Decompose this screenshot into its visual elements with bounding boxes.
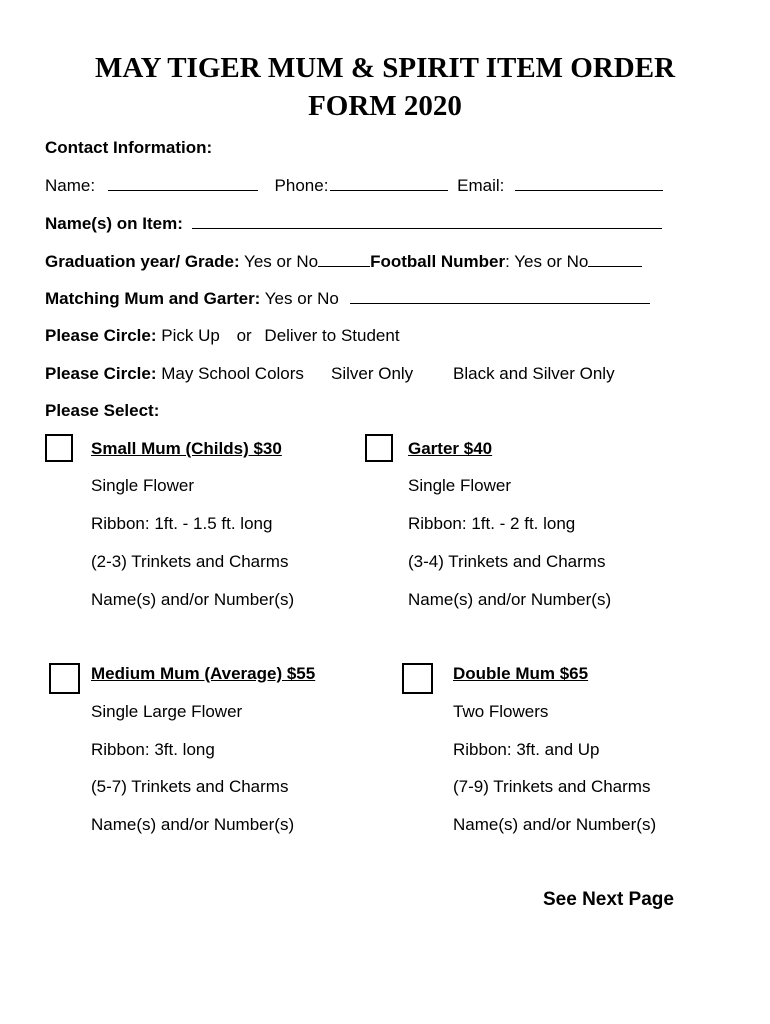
item-detail: Ribbon: 1ft. - 2 ft. long (408, 514, 576, 533)
email-field[interactable] (515, 174, 663, 191)
names-on-item-row (45, 212, 662, 235)
name-label: Name: (45, 176, 96, 195)
contact-heading: Contact Information: (45, 138, 213, 157)
matching-field[interactable] (350, 287, 650, 304)
item-detail: Ribbon: 1ft. - 1.5 ft. long (91, 514, 273, 533)
select-label: Please Select: (45, 401, 160, 420)
item-detail: Single Flower (91, 476, 194, 495)
item-detail: Two Flowers (453, 702, 549, 721)
grad-football-row (45, 250, 642, 273)
grad-label: Graduation year/ Grade: (45, 252, 240, 271)
small-mum-title: Small Mum (Childs) $30 (91, 439, 282, 458)
item-detail: (3-4) Trinkets and Charms (408, 552, 606, 571)
item-detail: Name(s) and/or Number(s) (453, 815, 657, 834)
name-field[interactable] (108, 174, 258, 191)
color-row (45, 363, 304, 385)
small-mum-checkbox[interactable] (45, 434, 73, 462)
school-colors-option[interactable]: May School Colors (161, 364, 304, 383)
item-detail: Single Large Flower (91, 702, 243, 721)
email-label: Email: (457, 176, 505, 195)
item-detail: (5-7) Trinkets and Charms (91, 777, 289, 796)
medium-mum-checkbox[interactable] (49, 663, 80, 694)
item-detail: Ribbon: 3ft. long (91, 740, 215, 759)
matching-row (45, 287, 650, 310)
football-label: Football Number (370, 252, 506, 271)
form-title-line2: FORM 2020 (308, 90, 462, 122)
item-detail: Name(s) and/or Number(s) (408, 590, 612, 609)
matching-label: Matching Mum and Garter: (45, 289, 261, 308)
double-mum-title: Double Mum $65 (453, 664, 589, 683)
football-field[interactable] (588, 250, 642, 267)
double-mum-checkbox[interactable] (402, 663, 433, 694)
item-detail: Single Flower (408, 476, 511, 495)
silver-only-option[interactable]: Silver Only (331, 364, 414, 383)
item-detail: Name(s) and/or Number(s) (91, 590, 295, 609)
circle2-label: Please Circle: (45, 364, 157, 383)
medium-mum-title: Medium Mum (Average) $55 (91, 664, 316, 683)
garter-checkbox[interactable] (365, 434, 393, 462)
names-on-item-label: Name(s) on Item: (45, 214, 183, 233)
football-value: : Yes or No (505, 252, 589, 271)
black-silver-option[interactable]: Black and Silver Only (453, 364, 615, 383)
or-text: or (236, 326, 252, 345)
see-next-page-text: See Next Page (543, 889, 674, 910)
item-detail: Name(s) and/or Number(s) (91, 815, 295, 834)
garter-title: Garter $40 (408, 439, 493, 458)
pickup-option[interactable]: Pick Up (161, 326, 220, 345)
item-detail: Ribbon: 3ft. and Up (453, 740, 600, 759)
form-title-line1: MAY TIGER MUM & SPIRIT ITEM ORDER (94, 52, 676, 84)
grad-value: Yes or No (244, 252, 319, 271)
deliver-option[interactable]: Deliver to Student (264, 326, 400, 345)
item-detail: (2-3) Trinkets and Charms (91, 552, 289, 571)
delivery-row (45, 325, 400, 347)
names-on-item-field[interactable] (192, 212, 662, 229)
phone-label: Phone: (274, 176, 329, 195)
contact-row (45, 174, 663, 197)
circle1-label: Please Circle: (45, 326, 157, 345)
item-detail: (7-9) Trinkets and Charms (453, 777, 651, 796)
grad-field[interactable] (318, 250, 370, 267)
phone-field[interactable] (330, 174, 448, 191)
matching-value: Yes or No (264, 289, 339, 308)
